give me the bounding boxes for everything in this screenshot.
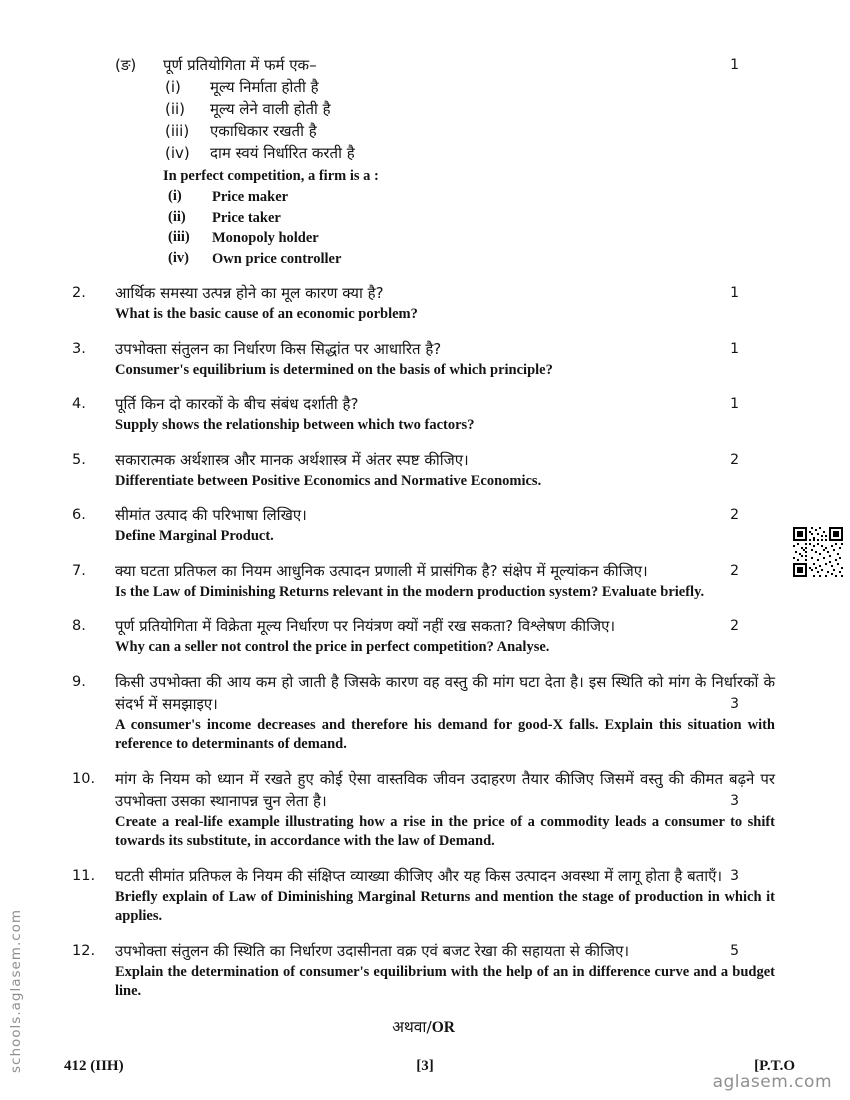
marks-value: 3	[730, 792, 739, 809]
marks-value: 1	[730, 340, 739, 357]
mcq-option-english	[168, 208, 775, 229]
option-text: मूल्य लेने वाली होती है	[210, 100, 331, 118]
option-number: (ii)	[165, 100, 186, 118]
marks-value: 2	[730, 451, 739, 468]
pto-label: [P.T.O	[754, 1058, 795, 1074]
question-number: 8.	[72, 618, 86, 634]
or-hindi: अथवा	[392, 1017, 427, 1036]
or-separator: /	[426, 1017, 432, 1036]
question-1e	[72, 54, 775, 269]
question-text-hindi: किसी उपभोक्ता की आय कम हो जाती है जिसके कारण वह वस्तु की मांग घटा देता है। इस स्थिति को मांग के निर्धारकों के संदर्भ में समझाइए।	[115, 672, 775, 713]
question-text-english: Why can a seller not control the price in perfect competition? Analyse.	[115, 639, 550, 655]
question-text-hindi: पूर्ण प्रतियोगिता में विक्रेता मूल्य निर्धारण पर नियंत्रण क्यों नहीं रख सकता? विश्लेषण कीजिए।	[115, 617, 616, 635]
question-text-hindi: सकारात्मक अर्थशास्त्र और मानक अर्थशास्त्र में अंतर स्पष्ट कीजिए।	[115, 450, 469, 469]
question-number: 11.	[72, 867, 96, 884]
option-number: (iii)	[168, 229, 190, 245]
question-text-english: Explain the determination of consumer's equilibrium with the help of an in difference curve and a budget line.	[115, 963, 775, 999]
mcq-label: (ङ)	[115, 56, 137, 74]
mcq-option-english	[168, 228, 775, 249]
option-text: दाम स्वयं निर्धारित करती है	[210, 144, 355, 162]
question-text-hindi: मांग के नियम को ध्यान में रखते हुए कोई ऐसा वास्तविक जीवन उदाहरण तैयार कीजिए जिसमें वस्तु की कीमत बढ़ने पर उपभोक्ता उसका स्थानापन्न चुन लेता है।	[115, 769, 775, 810]
qr-code	[793, 527, 843, 577]
mcq-option-hindi	[165, 142, 775, 164]
option-text: Own price controller	[212, 250, 342, 267]
question-text-english: Supply shows the relationship between which two factors?	[115, 417, 475, 433]
question-4	[72, 393, 775, 436]
question-11	[72, 865, 775, 927]
question-number: 9.	[72, 673, 86, 690]
option-number: (i)	[168, 188, 182, 204]
option-text: Price taker	[212, 209, 281, 226]
question-6	[72, 504, 775, 547]
or-divider	[72, 1015, 775, 1037]
question-7	[72, 560, 775, 603]
question-text-hindi: उपभोक्ता संतुलन का निर्धारण किस सिद्धांत पर आधारित है?	[115, 339, 442, 358]
option-number: (ii)	[168, 208, 186, 225]
question-text-english: Is the Law of Diminishing Returns relevant in the modern production system? Evaluate briefly.	[115, 583, 705, 600]
marks-value: 1	[730, 285, 739, 301]
option-text: एकाधिकार रखती है	[210, 122, 317, 140]
paper-content	[72, 54, 775, 1037]
question-12	[72, 940, 775, 1002]
question-text-hindi: आर्थिक समस्या उत्पन्न होने का मूल कारण क्या है?	[115, 284, 384, 302]
question-8	[72, 615, 775, 658]
question-number: 4.	[72, 396, 86, 412]
question-number: 7.	[72, 562, 86, 579]
question-5	[72, 449, 775, 492]
mcq-stem-english: In perfect competition, a firm is a :	[163, 168, 379, 184]
mcq-option-hindi	[165, 120, 775, 142]
marks-value: 2	[730, 507, 739, 523]
question-text-english: What is the basic cause of an economic porblem?	[115, 306, 418, 322]
question-text-hindi: उपभोक्ता संतुलन की स्थिति का निर्धारण उदासीनता वक्र एवं बजट रेखा की सहायता से कीजिए।	[115, 941, 630, 960]
question-text-english: Define Marginal Product.	[115, 528, 274, 544]
option-number: (iv)	[165, 144, 190, 162]
option-number: (iv)	[168, 249, 189, 266]
mcq-option-hindi	[165, 76, 775, 98]
question-text-hindi: क्या घटता प्रतिफल का नियम आधुनिक उत्पादन प्रणाली में प्रासंगिक है? संक्षेप में मूल्यांकन कीजिए।	[115, 561, 648, 580]
mcq-option-hindi	[165, 98, 775, 120]
question-number: 2.	[72, 285, 86, 301]
option-number: (i)	[165, 78, 181, 96]
question-9	[72, 671, 775, 755]
option-text: Monopoly holder	[212, 230, 319, 246]
page-number: [3]	[416, 1058, 434, 1074]
question-text-english: Differentiate between Positive Economics and Normative Economics.	[115, 472, 542, 489]
question-number: 10.	[72, 770, 96, 787]
option-text: Price maker	[212, 189, 289, 205]
question-number: 3.	[72, 340, 86, 357]
marks-value: 5	[730, 942, 739, 959]
marks-value: 1	[730, 396, 739, 412]
bottom-watermark: aglasem.com	[712, 1072, 832, 1092]
question-text-english: Briefly explain of Law of Diminishing Marginal Returns and mention the stage of production in which it applies.	[115, 888, 775, 924]
mcq-option-english	[168, 187, 775, 208]
question-number: 12.	[72, 942, 96, 959]
side-watermark: schools.aglasem.com	[8, 908, 24, 1073]
option-number: (iii)	[165, 122, 190, 140]
question-text-english: Consumer's equilibrium is determined on the basis of which principle?	[115, 361, 553, 378]
option-text: मूल्य निर्माता होती है	[210, 78, 319, 96]
question-text-english: A consumer's income decreases and therefore his demand for good-X falls. Explain this situation with reference to determinants of demand.	[115, 716, 775, 752]
marks-value: 3	[730, 867, 739, 884]
marks-value: 1	[730, 57, 739, 73]
question-3	[72, 338, 775, 381]
mcq-stem-hindi: पूर्ण प्रतियोगिता में फर्म एक–	[163, 56, 317, 74]
question-number	[72, 54, 115, 269]
marks-value: 2	[730, 618, 739, 634]
question-text-hindi: पूर्ति किन दो कारकों के बीच संबंध दर्शाती है?	[115, 395, 359, 413]
or-english: OR	[431, 1018, 455, 1036]
question-10	[72, 768, 775, 852]
marks-value: 2	[730, 562, 739, 579]
mcq-option-english	[168, 249, 775, 270]
marks-value: 3	[730, 695, 739, 712]
question-2	[72, 282, 775, 325]
question-number: 6.	[72, 507, 86, 523]
question-number: 5.	[72, 451, 86, 468]
question-text-hindi: घटती सीमांत प्रतिफल के नियम की संक्षिप्त व्याख्या कीजिए और यह किस उत्पादन अवस्था में लागू होता है बताएँ।	[115, 866, 723, 885]
paper-code: 412 (IIH)	[64, 1058, 124, 1074]
question-text-english: Create a real-life example illustrating how a rise in the price of a commodity leads a consumer to shift towards its substitute, in accordance with the law of Demand.	[115, 813, 775, 849]
question-text-hindi: सीमांत उत्पाद की परिभाषा लिखिए।	[115, 506, 307, 524]
